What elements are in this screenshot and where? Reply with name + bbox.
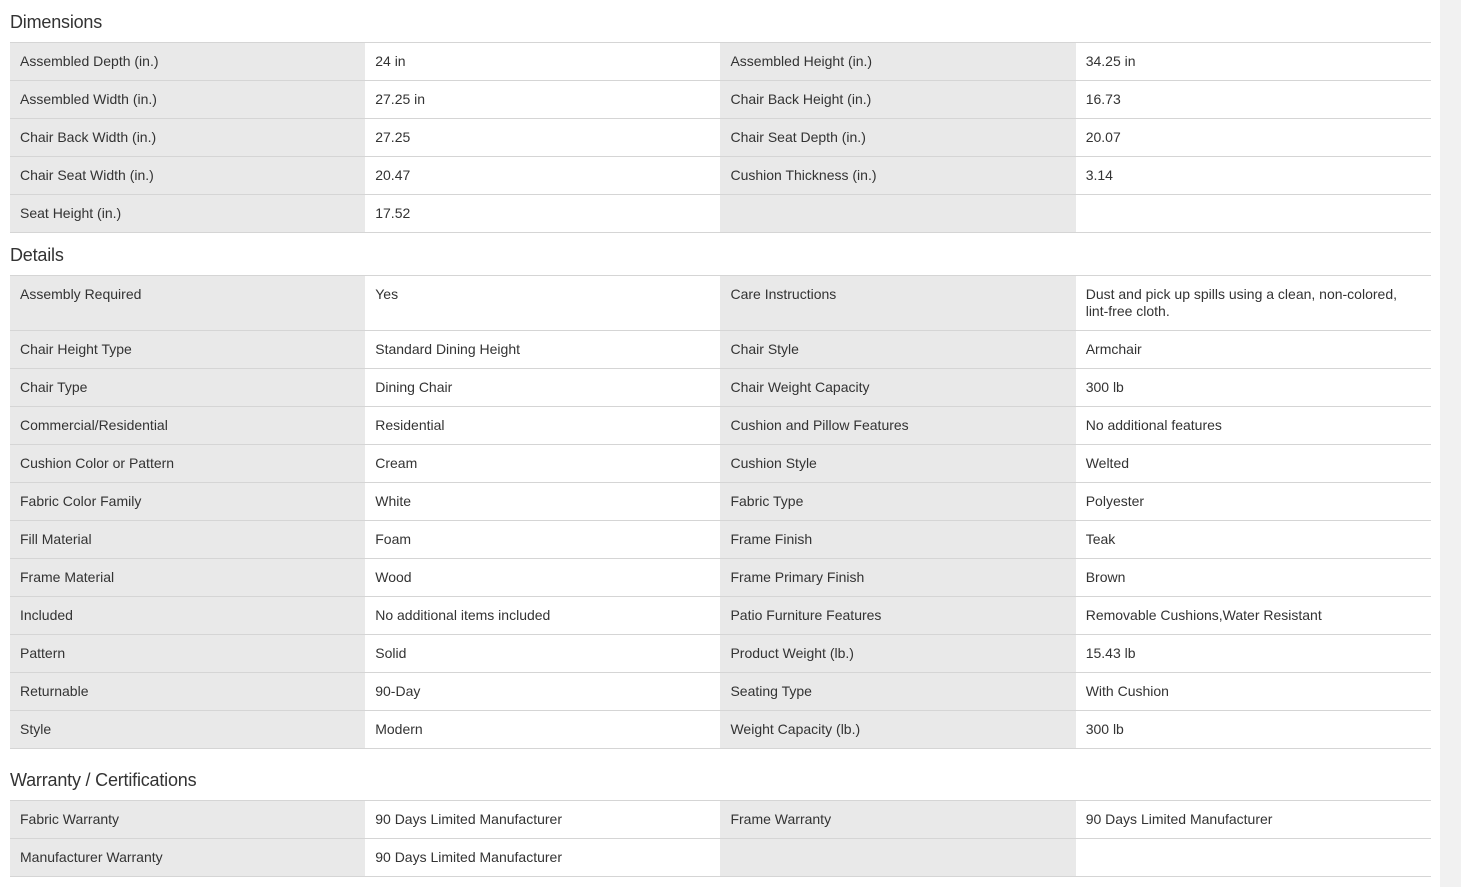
warranty-section	[10, 749, 1431, 877]
table-row	[10, 369, 1431, 407]
spec-label: Chair Type	[10, 369, 365, 407]
table-row	[10, 81, 1431, 119]
details-table	[10, 275, 1431, 749]
spec-label: Frame Finish	[720, 521, 1075, 559]
spec-value: 20.07	[1076, 119, 1431, 157]
table-row	[10, 445, 1431, 483]
dimensions-table	[10, 42, 1431, 233]
spec-label: Cushion Color or Pattern	[10, 445, 365, 483]
empty-cell	[1076, 195, 1431, 233]
spec-label: Cushion Style	[720, 445, 1075, 483]
spec-value: Teak	[1076, 521, 1431, 559]
spec-label: Fill Material	[10, 521, 365, 559]
table-row	[10, 119, 1431, 157]
spec-label: Assembled Width (in.)	[10, 81, 365, 119]
spec-label: Style	[10, 711, 365, 749]
spec-label: Commercial/Residential	[10, 407, 365, 445]
spec-value: 90 Days Limited Manufacturer	[365, 801, 720, 839]
warranty-title: Warranty / Certifications	[10, 770, 197, 790]
spec-label: Care Instructions	[720, 276, 1075, 331]
empty-cell	[720, 195, 1075, 233]
table-row	[10, 801, 1431, 839]
spec-label: Seat Height (in.)	[10, 195, 365, 233]
spec-label: Chair Back Height (in.)	[720, 81, 1075, 119]
spec-label: Chair Back Width (in.)	[10, 119, 365, 157]
spec-label: Weight Capacity (lb.)	[720, 711, 1075, 749]
table-row	[10, 157, 1431, 195]
empty-cell	[720, 839, 1075, 877]
spec-value: White	[365, 483, 720, 521]
spec-label: Fabric Color Family	[10, 483, 365, 521]
spec-value: Dust and pick up spills using a clean, non-colored, lint-free cloth.	[1076, 276, 1431, 331]
table-row	[10, 597, 1431, 635]
spec-value: Yes	[365, 276, 720, 331]
spec-value: Polyester	[1076, 483, 1431, 521]
spec-label: Cushion and Pillow Features	[720, 407, 1075, 445]
table-row	[10, 407, 1431, 445]
spec-value: 90-Day	[365, 673, 720, 711]
spec-value: Removable Cushions,Water Resistant	[1076, 597, 1431, 635]
spec-label: Frame Primary Finish	[720, 559, 1075, 597]
table-row	[10, 839, 1431, 877]
dimensions-section	[10, 0, 1431, 233]
warranty-table	[10, 800, 1431, 877]
table-row	[10, 483, 1431, 521]
spec-value: 27.25	[365, 119, 720, 157]
table-row	[10, 331, 1431, 369]
spec-value: 15.43 lb	[1076, 635, 1431, 673]
spec-label: Patio Furniture Features	[720, 597, 1075, 635]
spec-value: Dining Chair	[365, 369, 720, 407]
spec-label: Chair Height Type	[10, 331, 365, 369]
table-row	[10, 195, 1431, 233]
details-section	[10, 233, 1431, 749]
dimensions-title: Dimensions	[10, 12, 103, 32]
spec-value: 90 Days Limited Manufacturer	[1076, 801, 1431, 839]
spec-label: Assembled Depth (in.)	[10, 43, 365, 81]
spec-value: Welted	[1076, 445, 1431, 483]
spec-label: Manufacturer Warranty	[10, 839, 365, 877]
spec-value: Residential	[365, 407, 720, 445]
spec-value: No additional features	[1076, 407, 1431, 445]
table-row	[10, 711, 1431, 749]
spec-label: Pattern	[10, 635, 365, 673]
spec-label: Assembled Height (in.)	[720, 43, 1075, 81]
spec-value: 34.25 in	[1076, 43, 1431, 81]
spec-value: 24 in	[365, 43, 720, 81]
spec-label: Assembly Required	[10, 276, 365, 331]
table-row	[10, 43, 1431, 81]
spec-value: Brown	[1076, 559, 1431, 597]
spec-label: Cushion Thickness (in.)	[720, 157, 1075, 195]
vertical-scrollbar[interactable]	[1440, 0, 1461, 887]
spec-label: Fabric Warranty	[10, 801, 365, 839]
spec-value: 17.52	[365, 195, 720, 233]
spec-value: Solid	[365, 635, 720, 673]
spec-value: Wood	[365, 559, 720, 597]
spec-value: 20.47	[365, 157, 720, 195]
spec-label: Returnable	[10, 673, 365, 711]
spec-label: Frame Warranty	[720, 801, 1075, 839]
spec-value: No additional items included	[365, 597, 720, 635]
table-row	[10, 276, 1431, 331]
spec-value: 90 Days Limited Manufacturer	[365, 839, 720, 877]
spec-label: Chair Seat Depth (in.)	[720, 119, 1075, 157]
spec-label: Frame Material	[10, 559, 365, 597]
table-row	[10, 635, 1431, 673]
spec-value: 300 lb	[1076, 711, 1431, 749]
spec-value: 16.73	[1076, 81, 1431, 119]
spec-value: Cream	[365, 445, 720, 483]
spec-value: 300 lb	[1076, 369, 1431, 407]
spec-label: Chair Style	[720, 331, 1075, 369]
table-row	[10, 673, 1431, 711]
spec-value: 27.25 in	[365, 81, 720, 119]
table-row	[10, 559, 1431, 597]
empty-cell	[1076, 839, 1431, 877]
spec-label: Chair Weight Capacity	[720, 369, 1075, 407]
spec-label: Seating Type	[720, 673, 1075, 711]
spec-label: Chair Seat Width (in.)	[10, 157, 365, 195]
spec-value: Armchair	[1076, 331, 1431, 369]
table-row	[10, 521, 1431, 559]
spec-value: Modern	[365, 711, 720, 749]
spec-value: Foam	[365, 521, 720, 559]
spec-label: Included	[10, 597, 365, 635]
spec-label: Fabric Type	[720, 483, 1075, 521]
specifications-content	[10, 0, 1431, 877]
spec-value: 3.14	[1076, 157, 1431, 195]
spec-label: Product Weight (lb.)	[720, 635, 1075, 673]
details-title: Details	[10, 245, 64, 265]
spec-value: Standard Dining Height	[365, 331, 720, 369]
spec-value: With Cushion	[1076, 673, 1431, 711]
